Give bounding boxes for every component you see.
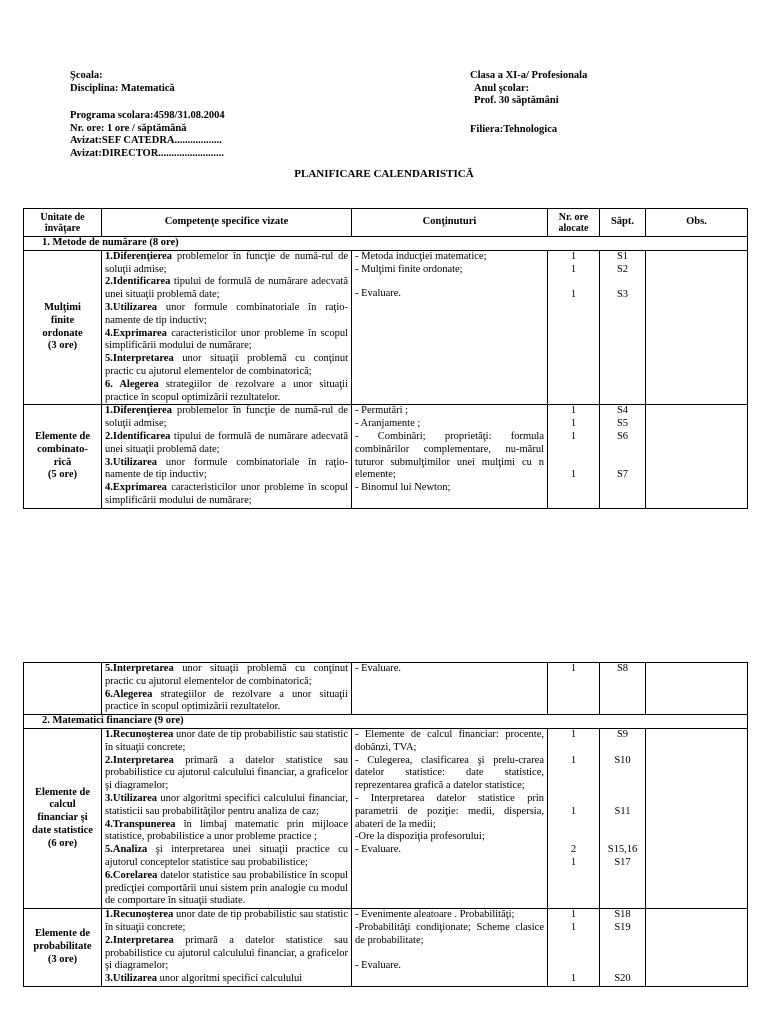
hours-value bbox=[551, 742, 596, 755]
competence-item: 4.Transpunerea în limbaj matematic prin mijloace statistice, probabilistice a unor probleme practice ; bbox=[105, 818, 348, 843]
competence-keyword: 2.Interpretarea bbox=[105, 934, 174, 946]
unit-line: rică bbox=[53, 456, 72, 468]
approved-director-label: Avizat:DIRECTOR......................... bbox=[70, 147, 224, 159]
hours-cell bbox=[548, 728, 600, 908]
week-value: S10 bbox=[614, 754, 631, 766]
unit-cell bbox=[24, 250, 102, 405]
content-item: - Elemente de calcul financiar: procente, dobânzi, TVA; bbox=[355, 728, 544, 753]
competence-item: 4.Exprimarea caracteristicilor unor probleme în scopul simplificării modului de numărare; bbox=[105, 482, 348, 506]
table-row bbox=[24, 663, 748, 715]
week-value bbox=[603, 948, 642, 961]
unit-line: ordonate bbox=[42, 327, 83, 339]
competence-keyword: 3.Utilizarea bbox=[105, 301, 157, 313]
hours-value: 1 bbox=[570, 469, 577, 481]
week-value: S11 bbox=[614, 805, 631, 817]
weeks-cell bbox=[600, 663, 646, 715]
unit-line: Elemente de bbox=[34, 928, 91, 940]
content-item: - Combinări; proprietăţi: formula combinărilor complementare, nu-mărul tuturor submulţimilor unei mulţimi cu n elemente; bbox=[355, 430, 544, 481]
unit-line: combinato- bbox=[37, 443, 88, 455]
competence-item: 1.Diferenţierea problemelor în funcţie de numă-rul de soluţii admise; bbox=[105, 250, 348, 275]
hours-value bbox=[551, 457, 596, 470]
weeks-cell bbox=[600, 250, 646, 405]
unit-line: financiar şi bbox=[37, 812, 88, 824]
hours-value bbox=[551, 793, 596, 806]
week-value bbox=[603, 780, 642, 793]
school-year-label: Anul şcolar: bbox=[474, 82, 530, 94]
hours-value bbox=[551, 276, 596, 289]
competence-keyword: 4.Exprimarea bbox=[105, 327, 167, 339]
week-value bbox=[603, 767, 642, 780]
hours-value bbox=[551, 831, 596, 844]
content-spacer bbox=[355, 276, 544, 288]
content-item: - Metoda inducţiei matematice; bbox=[355, 250, 487, 262]
competence-item: 3.Utilizarea unor formule combinatoriale în raţio-namente de tip inductiv; bbox=[105, 301, 348, 326]
competence-keyword: 4.Exprimarea bbox=[105, 482, 167, 494]
unit-cell bbox=[24, 728, 102, 908]
competence-keyword: 3.Utilizarea bbox=[105, 792, 157, 804]
competence-keyword: 5.Interpretarea bbox=[105, 353, 174, 365]
content-item: - Evenimente aleatoare . Probabilităţi; bbox=[355, 909, 515, 921]
competence-item: 1.Recunoşterea unor date de tip probabilistic sau statistic în situaţii concrete; bbox=[105, 728, 349, 753]
content-item: - Evaluare. bbox=[355, 844, 402, 856]
school-label: Şcoala: bbox=[70, 70, 103, 81]
competences-cell bbox=[102, 728, 352, 908]
competence-item: 2.Interpretarea primară a datelor statistice sau probabilistice cu ajutorul calculului financiar, a graficelor şi diagramelor; bbox=[105, 754, 348, 792]
competence-item: 5.Interpretarea unor situaţii problemă cu conţinut practic cu ajutorul elementelor de combinatorică; bbox=[105, 663, 348, 687]
contents-cell bbox=[352, 663, 548, 715]
competence-item: 5.Interpretarea unor situaţii problemă cu conţinut practic cu ajutorul elementelor de combinatorică; bbox=[105, 353, 348, 377]
table-row bbox=[24, 250, 748, 405]
hours-value: 1 bbox=[570, 663, 577, 674]
hours-value: 1 bbox=[570, 921, 577, 933]
content-item: - Permutări ; bbox=[355, 405, 409, 417]
competence-keyword: 6.Alegerea bbox=[105, 688, 153, 700]
teacher-label: Prof. 30 săptămâni bbox=[474, 95, 559, 106]
obs-cell bbox=[646, 405, 748, 508]
competence-keyword: 1.Diferenţierea bbox=[105, 250, 172, 262]
content-item: - Mulţimi finite ordonate; bbox=[355, 263, 463, 275]
hours-label: Nr. ore: 1 ore / săptămână bbox=[70, 122, 187, 134]
week-value bbox=[603, 793, 642, 806]
competence-keyword: 1.Diferenţierea bbox=[105, 405, 172, 417]
week-value: S4 bbox=[616, 405, 629, 417]
competence-item: 6. Alegerea strategiilor de rezolvare a unor situaţii practice în scopul optimizării rezultatelor. bbox=[105, 378, 348, 403]
competence-item: 6.Corelarea datelor statistice sau probabilistice în scopul predicţiei comportării unui sistem prin analogie cu modul de comportare în situaţii studiate. bbox=[105, 869, 348, 907]
competence-item: 5.Analiza şi interpretarea unei situaţii practice cu ajutorul conceptelor statistice sau probabilistice; bbox=[105, 844, 348, 868]
header-right bbox=[470, 70, 587, 108]
section-title: 2. Matematici financiare (9 ore) bbox=[24, 715, 748, 729]
hours-value: 1 bbox=[570, 263, 577, 275]
header-left bbox=[70, 70, 175, 95]
competence-item: 3.Utilizarea unor algoritmi specifici calculului bbox=[105, 973, 303, 985]
competences-cell bbox=[102, 909, 352, 987]
content-item: - Binomul lui Newton; bbox=[355, 482, 451, 494]
obs-cell bbox=[646, 663, 748, 715]
col-header-obs: Obs. bbox=[646, 209, 748, 237]
week-value: S18 bbox=[614, 909, 631, 921]
section-row bbox=[24, 237, 748, 251]
unit-line: finite bbox=[50, 314, 75, 326]
week-value: S3 bbox=[616, 289, 629, 301]
hours-value bbox=[551, 935, 596, 948]
unit-cell bbox=[24, 909, 102, 987]
week-value: S9 bbox=[616, 728, 629, 740]
hours-value: 1 bbox=[570, 728, 577, 740]
week-value: S17 bbox=[614, 856, 631, 868]
content-spacer bbox=[355, 948, 544, 960]
week-value: S7 bbox=[616, 469, 629, 481]
content-item: - Aranjamente ; bbox=[355, 418, 421, 430]
program-label: Programa scolara:4598/31.08.2004 bbox=[70, 110, 225, 121]
planning-table-2 bbox=[23, 662, 748, 987]
content-item: - Evaluare. bbox=[355, 663, 402, 674]
unit-cell bbox=[24, 663, 102, 715]
col-header-hours: Nr. ore alocate bbox=[548, 209, 600, 237]
week-value: S19 bbox=[614, 921, 631, 933]
competences-cell bbox=[102, 663, 352, 715]
competence-item: 2.Interpretarea primară a datelor statistice sau probabilistice cu ajutorul calculului financiar, a graficelor şi diagramelor; bbox=[105, 934, 348, 972]
hours-value: 1 bbox=[570, 405, 577, 417]
page-title: PLANIFICARE CALENDARISTICĂ bbox=[294, 168, 474, 180]
competence-keyword: 4.Transpunerea bbox=[105, 818, 176, 830]
competence-item: 3.Utilizarea unor formule combinatoriale în raţio-namente de tip inductiv; bbox=[105, 456, 348, 481]
competence-keyword: 6.Corelarea bbox=[105, 869, 158, 881]
week-value bbox=[603, 935, 642, 948]
competence-keyword: 5.Analiza bbox=[105, 844, 148, 856]
unit-line: calcul bbox=[49, 799, 76, 811]
hours-cell bbox=[548, 909, 600, 987]
content-item: -Ore la dispoziţia profesorului; bbox=[355, 831, 485, 843]
hours-value: 1 bbox=[570, 430, 577, 442]
competence-keyword: 2.Identificarea bbox=[105, 276, 171, 288]
competence-item: 2.Identificarea tipului de formulă de numărare adecvată unei situaţii problemă date; bbox=[105, 276, 348, 301]
unit-line: Mulţimi bbox=[44, 301, 81, 313]
competence-item: 6.Alegerea strategiilor de rezolvare a unor situaţii practice în scopul optimizării rezultatelor. bbox=[105, 688, 348, 713]
table-row bbox=[24, 909, 748, 987]
week-value bbox=[603, 960, 642, 973]
unit-cell bbox=[24, 405, 102, 508]
class-label: Clasa a XI-a/ Profesionala bbox=[470, 70, 588, 81]
hours-value: 1 bbox=[570, 250, 577, 262]
col-header-weeks: Săpt. bbox=[600, 209, 646, 237]
hours-cell bbox=[548, 663, 600, 715]
unit-line: date statistice bbox=[32, 824, 93, 836]
week-value: S1 bbox=[616, 250, 629, 262]
contents-cell bbox=[352, 728, 548, 908]
unit-line: (3 ore) bbox=[47, 953, 78, 965]
hours-value: 1 bbox=[570, 289, 577, 301]
table-row bbox=[24, 405, 748, 508]
unit-line: Elemente de bbox=[34, 430, 91, 442]
unit-line: (5 ore) bbox=[47, 469, 78, 481]
approved-head-label: Avizat:SEF CATEDRA.................. bbox=[70, 135, 222, 146]
competence-item: 2.Identificarea tipului de formulă de numărare adecvată unei situaţii problemă date; bbox=[105, 430, 348, 455]
hours-value bbox=[551, 948, 596, 961]
table-row bbox=[24, 728, 748, 908]
section-row bbox=[24, 715, 748, 729]
content-item: -Probabilităţi condiţionate; Scheme clasice de probabilitate; bbox=[355, 921, 544, 946]
hours-value: 1 bbox=[570, 856, 577, 868]
hours-value bbox=[551, 819, 596, 832]
week-value bbox=[603, 831, 642, 844]
week-value: S2 bbox=[616, 263, 629, 275]
contents-cell bbox=[352, 405, 548, 508]
week-value bbox=[603, 276, 642, 289]
contents-cell bbox=[352, 909, 548, 987]
competence-keyword: 1.Recunoşterea bbox=[105, 728, 174, 740]
hours-value: 2 bbox=[570, 844, 577, 856]
week-value: S8 bbox=[616, 663, 629, 674]
hours-value bbox=[551, 444, 596, 457]
week-value: S15,16 bbox=[607, 844, 638, 856]
hours-value: 1 bbox=[570, 805, 577, 817]
competences-cell bbox=[102, 250, 352, 405]
competence-item: 1.Diferenţierea problemelor în funcţie de numă-rul de soluţii admise; bbox=[105, 405, 348, 430]
week-value: S5 bbox=[616, 418, 629, 430]
weeks-cell bbox=[600, 405, 646, 508]
content-item: - Evaluare. bbox=[355, 288, 402, 300]
competence-keyword: 3.Utilizarea bbox=[105, 973, 157, 985]
competence-item: 4.Exprimarea caracteristicilor unor probleme în scopul simplificării modului de numărare; bbox=[105, 327, 348, 352]
week-value bbox=[603, 742, 642, 755]
competence-keyword: 2.Interpretarea bbox=[105, 754, 174, 766]
week-value: S6 bbox=[616, 430, 629, 442]
unit-line: Elemente de bbox=[34, 786, 91, 798]
week-value bbox=[603, 444, 642, 457]
planning-table-1 bbox=[23, 208, 748, 509]
competence-keyword: 2.Identificarea bbox=[105, 430, 171, 442]
hours-value: 1 bbox=[570, 418, 577, 430]
week-value bbox=[603, 457, 642, 470]
competences-cell bbox=[102, 405, 352, 508]
competence-item: 3.Utilizarea unor algoritmi specifici calculului financiar, statisticii sau probabilităţilor pentru analiza de caz; bbox=[105, 792, 348, 817]
col-header-unit: Unitate de învăţare bbox=[24, 209, 102, 237]
content-item: - Culegerea, clasificarea şi prelu-crarea datelor statistice: date statistice, reprezentarea grafică a datelor statistice; bbox=[355, 754, 544, 792]
week-value bbox=[603, 819, 642, 832]
contents-cell bbox=[352, 250, 548, 405]
competence-keyword: 6. Alegerea bbox=[105, 378, 159, 390]
competence-keyword: 5.Interpretarea bbox=[105, 663, 174, 674]
discipline-label: Disciplina: Matematică bbox=[70, 82, 175, 94]
hours-value bbox=[551, 960, 596, 973]
unit-line: probabilitate bbox=[33, 941, 92, 953]
col-header-competences: Competenţe specifice vizate bbox=[102, 209, 352, 237]
content-item: - Evaluare. bbox=[355, 959, 402, 971]
weeks-cell bbox=[600, 909, 646, 987]
hours-value: 1 bbox=[570, 754, 577, 766]
competence-keyword: 3.Utilizarea bbox=[105, 456, 157, 468]
obs-cell bbox=[646, 909, 748, 987]
hours-cell bbox=[548, 250, 600, 405]
hours-value bbox=[551, 780, 596, 793]
week-value: S20 bbox=[614, 973, 631, 985]
unit-line: (3 ore) bbox=[47, 340, 78, 352]
header-left2 bbox=[70, 110, 225, 160]
hours-value: 1 bbox=[570, 973, 577, 985]
obs-cell bbox=[646, 728, 748, 908]
section-title: 1. Metode de numărare (8 ore) bbox=[24, 237, 748, 251]
field-label: Filiera:Tehnologica bbox=[470, 124, 558, 135]
competence-keyword: 1.Recunoşterea bbox=[105, 909, 174, 921]
hours-value bbox=[551, 767, 596, 780]
unit-line: (6 ore) bbox=[47, 837, 78, 849]
competence-item: 1.Recunoşterea unor date de tip probabilistic sau statistic în situaţii concrete; bbox=[105, 909, 349, 933]
hours-value: 1 bbox=[570, 909, 577, 921]
obs-cell bbox=[646, 250, 748, 405]
table-header-row bbox=[24, 209, 748, 237]
hours-cell bbox=[548, 405, 600, 508]
col-header-contents: Conţinuturi bbox=[352, 209, 548, 237]
weeks-cell bbox=[600, 728, 646, 908]
content-item: - Interpretarea datelor statistice prin parametrii de poziţie: medii, dispersia, abateri de la medii; bbox=[355, 792, 544, 830]
